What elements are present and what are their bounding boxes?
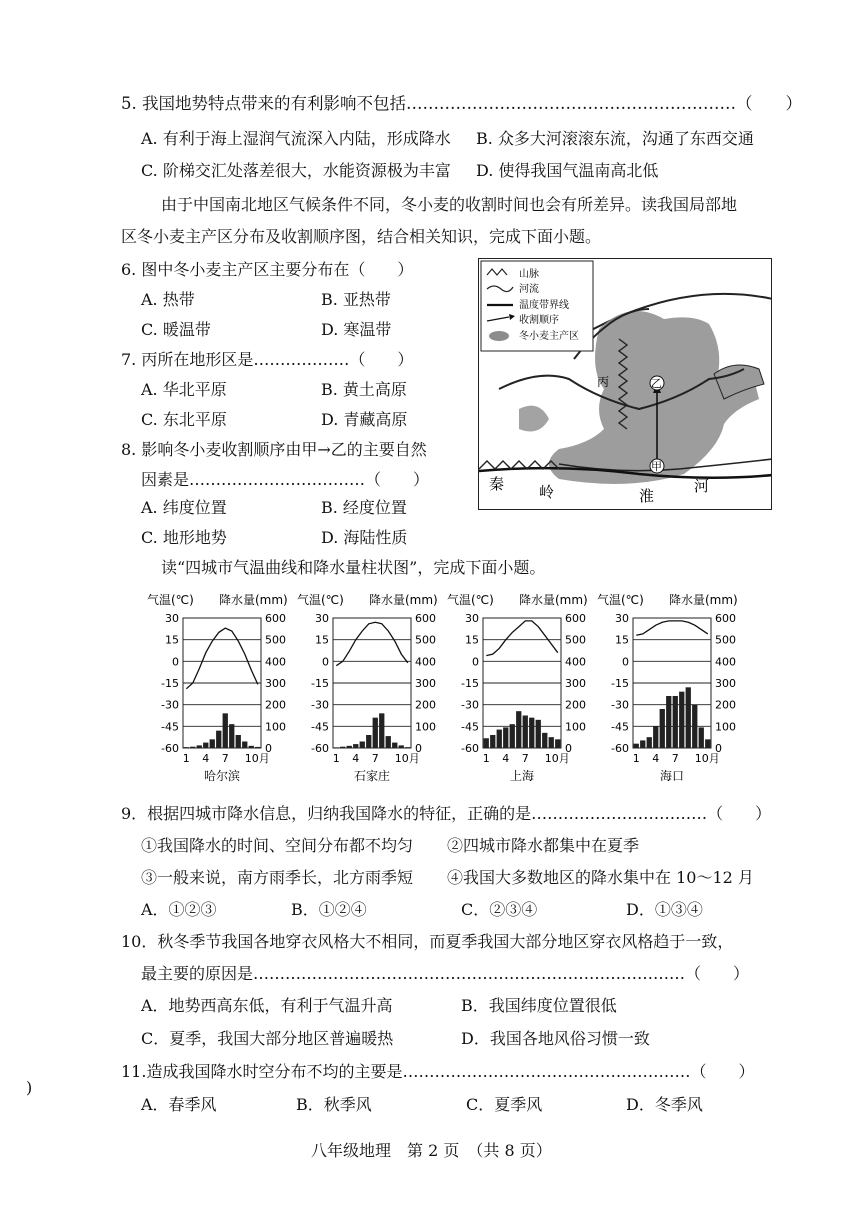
- precip-bar: [634, 744, 639, 748]
- legend-label-wheat: 冬小麦主产区: [519, 331, 579, 342]
- temp-tick-label: -60: [611, 742, 629, 755]
- precip-bar: [210, 739, 215, 748]
- temp-curve: [336, 622, 408, 665]
- q9-stem: 9．根据四城市降水信息，归纳我国降水的特征，正确的是……………………………（ ）: [121, 804, 772, 823]
- temp-tick-label: 30: [465, 612, 479, 625]
- precip-tick-label: 100: [265, 720, 286, 734]
- precip-bar: [360, 742, 365, 749]
- precip-bar: [666, 696, 671, 748]
- precip-bar: [197, 745, 202, 748]
- month-tick-label: 1: [482, 752, 490, 765]
- intro2-text: 读“四城市气温曲线和降水量柱状图”，完成下面小题。: [161, 558, 546, 577]
- q11-option-d: D．冬季风: [626, 1095, 703, 1114]
- q11-option-b: B．秋季风: [296, 1095, 372, 1114]
- precip-bar: [242, 742, 247, 749]
- precip-bar: [529, 718, 534, 748]
- month-tick-label: 4: [202, 752, 210, 765]
- precip-tick-label: 400: [565, 655, 586, 669]
- label-yi: 乙: [651, 377, 662, 390]
- precip-bar: [399, 745, 404, 748]
- precip-axis-title: 降水量(mm): [669, 593, 738, 607]
- precip-axis-title: 降水量(mm): [519, 593, 588, 607]
- label-qin: 秦: [489, 475, 505, 493]
- q9-statement-2: ②四城市降水都集中在夏季: [447, 836, 640, 855]
- temp-tick-label: -15: [161, 677, 179, 690]
- city-name-label: 上海: [509, 769, 535, 783]
- month-tick-label: 10月: [544, 752, 570, 765]
- precip-bar: [497, 730, 502, 748]
- precip-tick-label: 100: [715, 720, 736, 734]
- q9-statement-4: ④我国大多数地区的降水集中在 10～12 月: [447, 868, 754, 887]
- precip-bar: [660, 709, 665, 748]
- q9-option-d: D．①③④: [626, 900, 703, 919]
- precip-tick-label: 400: [415, 655, 436, 669]
- temp-axis-title: 气温(℃): [147, 593, 194, 607]
- temp-curve: [636, 621, 708, 635]
- precip-bar: [184, 747, 189, 748]
- temp-tick-label: 15: [615, 633, 629, 647]
- precip-tick-label: 600: [265, 612, 286, 625]
- temp-tick-label: 0: [472, 655, 479, 669]
- q8-option-d: D. 海陆性质: [321, 528, 408, 547]
- temp-tick-label: -30: [311, 698, 329, 712]
- precip-tick-label: 500: [415, 633, 436, 647]
- precip-bar: [366, 735, 371, 748]
- label-ling: 岭: [539, 483, 555, 501]
- precip-tick-label: 0: [265, 742, 272, 755]
- q10-option-c: C．夏季，我国大部分地区普遍暖热: [141, 1029, 394, 1048]
- precip-tick-label: 600: [415, 612, 436, 625]
- precip-bar: [353, 744, 358, 748]
- precip-axis-title: 降水量(mm): [369, 593, 438, 607]
- q11-option-c: C．夏季风: [466, 1095, 543, 1114]
- precip-bar: [555, 739, 560, 748]
- precip-tick-label: 0: [715, 742, 722, 755]
- precip-bar: [640, 740, 645, 748]
- precip-tick-label: 200: [565, 698, 586, 712]
- wheat-harvest-map: [478, 258, 772, 510]
- precip-tick-label: 200: [715, 698, 736, 712]
- precip-bar: [229, 724, 234, 748]
- q5-option-d: D. 使得我国气温南高北低: [476, 161, 659, 180]
- month-tick-label: 1: [632, 752, 640, 765]
- label-jia: 甲: [651, 460, 662, 473]
- intro-text-line1: 由于中国南北地区气候条件不同，冬小麦的收割时间也会有所差异。读我国局部地: [161, 195, 738, 214]
- precip-bar: [536, 720, 541, 748]
- precip-bar: [549, 737, 554, 748]
- month-tick-label: 10月: [694, 752, 720, 765]
- q9-statement-1: ①我国降水的时间、空间分布都不均匀: [141, 836, 414, 855]
- map-drawing: [479, 259, 772, 510]
- precip-bar: [379, 713, 384, 748]
- precip-bar: [373, 718, 378, 748]
- temp-tick-label: -45: [161, 720, 179, 734]
- q6-stem: 6. 图中冬小麦主产区主要分布在（ ）: [121, 260, 414, 279]
- q10-option-d: D．我国各地风俗习惯一致: [461, 1029, 650, 1048]
- precip-tick-label: 400: [715, 655, 736, 669]
- q10-option-a: A．地势西高东低，有利于气温升高: [141, 996, 393, 1015]
- precip-axis-title: 降水量(mm): [219, 593, 288, 607]
- temp-axis-title: 气温(℃): [447, 593, 494, 607]
- month-tick-label: 7: [671, 752, 679, 765]
- temp-curve: [186, 628, 257, 689]
- temp-tick-label: 30: [615, 612, 629, 625]
- q5-option-c: C. 阶梯交汇处落差很大，水能资源极为丰富: [141, 161, 451, 180]
- precip-tick-label: 500: [565, 633, 586, 647]
- precip-tick-label: 0: [415, 742, 422, 755]
- q8-stem-line2: 因素是……………………………（ ）: [141, 470, 430, 489]
- temp-axis-title: 气温(℃): [297, 593, 344, 607]
- legend-label-river: 河流: [519, 284, 539, 295]
- precip-tick-label: 600: [565, 612, 586, 625]
- temp-tick-label: -45: [311, 720, 329, 734]
- temp-tick-label: 0: [172, 655, 179, 669]
- precip-bar: [203, 743, 208, 748]
- q6-option-c: C. 暖温带: [141, 320, 211, 339]
- precip-bar: [334, 747, 339, 748]
- precip-bar: [490, 735, 495, 748]
- city-name-label: 哈尔滨: [203, 769, 241, 783]
- precip-bar: [223, 713, 228, 748]
- temp-tick-label: -60: [311, 742, 329, 755]
- precip-bar: [236, 735, 241, 748]
- precip-bar: [705, 739, 710, 748]
- precip-tick-label: 500: [715, 633, 736, 647]
- precip-bar: [190, 747, 195, 748]
- precip-bar: [340, 747, 345, 748]
- temp-tick-label: -30: [161, 698, 179, 712]
- precip-bar: [510, 724, 515, 748]
- q6-option-b: B. 亚热带: [321, 290, 391, 309]
- q10-stem-line1: 10．秋冬季节我国各地穿衣风格大不相同，而夏季我国大部分地区穿衣风格趋于一致，: [121, 932, 734, 951]
- wheat-area-west: [519, 406, 549, 432]
- precip-tick-label: 300: [415, 677, 436, 690]
- precip-bar: [516, 711, 521, 748]
- q10-stem-line2: 最主要的原因是………………………………………………………………………（ ）: [141, 964, 750, 983]
- q7-option-a: A. 华北平原: [141, 380, 227, 399]
- precip-bar: [392, 743, 397, 748]
- page-footer: 八年级地理 第 2 页 （共 8 页）: [311, 1141, 552, 1160]
- temp-axis-title: 气温(℃): [597, 593, 644, 607]
- precip-bar: [249, 746, 254, 748]
- label-bing: 丙: [597, 375, 610, 389]
- temp-tick-label: -15: [311, 677, 329, 690]
- precip-bar: [679, 692, 684, 748]
- precip-tick-label: 0: [565, 742, 572, 755]
- q6-option-d: D. 寒温带: [321, 320, 392, 339]
- precip-bar: [686, 687, 691, 748]
- q9-statement-3: ③一般来说，南方雨季长，北方雨季短: [141, 868, 414, 887]
- precip-tick-label: 300: [265, 677, 286, 690]
- q5-stem: 5. 我国地势特点带来的有利影响不包括……………………………………………………（ ）: [121, 94, 802, 113]
- temp-tick-label: 15: [165, 633, 179, 647]
- margin-mark: ): [26, 1078, 33, 1097]
- temp-tick-label: -30: [611, 698, 629, 712]
- q7-option-d: D. 青藏高原: [321, 410, 408, 429]
- temp-tick-label: 0: [622, 655, 629, 669]
- precip-bar: [647, 737, 652, 748]
- q7-option-b: B. 黄土高原: [321, 380, 407, 399]
- month-tick-label: 1: [332, 752, 340, 765]
- month-tick-label: 4: [352, 752, 360, 765]
- precip-bar: [484, 738, 489, 748]
- precip-bar: [653, 726, 658, 748]
- temp-tick-label: -15: [611, 677, 629, 690]
- temp-tick-label: 0: [322, 655, 329, 669]
- precip-bar: [542, 733, 547, 748]
- month-tick-label: 4: [502, 752, 510, 765]
- precip-tick-label: 100: [415, 720, 436, 734]
- month-tick-label: 1: [182, 752, 190, 765]
- city-name-label: 海口: [659, 769, 685, 783]
- climate-charts: [145, 588, 765, 788]
- month-tick-label: 7: [221, 752, 229, 765]
- temp-tick-label: -45: [611, 720, 629, 734]
- precip-bar: [523, 716, 528, 749]
- temp-tick-label: -60: [161, 742, 179, 755]
- intro-text-line2: 区冬小麦主产区分布及收割顺序图，结合相关知识，完成下面小题。: [121, 227, 602, 246]
- precip-bar: [405, 747, 410, 748]
- legend-label-harvest: 收割顺序: [519, 315, 559, 326]
- q9-option-c: C．②③④: [461, 900, 538, 919]
- precip-bar: [673, 696, 678, 748]
- q8-stem-line1: 8. 影响冬小麦收割顺序由甲→乙的主要自然: [121, 440, 427, 459]
- temp-tick-label: 15: [315, 633, 329, 647]
- city-name-label: 石家庄: [353, 769, 391, 783]
- q11-stem: 11.造成我国降水时空分布不均的主要是………………………………………………（ ）: [121, 1062, 755, 1081]
- legend-wheat-icon: [489, 331, 509, 341]
- precip-bar: [692, 705, 697, 748]
- temp-tick-label: -30: [461, 698, 479, 712]
- month-tick-label: 7: [371, 752, 379, 765]
- precip-tick-label: 500: [265, 633, 286, 647]
- precip-tick-label: 200: [265, 698, 286, 712]
- q5-option-a: A. 有利于海上湿润气流深入内陆，形成降水: [141, 129, 451, 148]
- precip-tick-label: 200: [415, 698, 436, 712]
- precip-bar: [347, 746, 352, 748]
- precip-bar: [699, 727, 704, 748]
- label-huai: 淮: [639, 487, 655, 505]
- precip-bar: [386, 736, 391, 748]
- temp-curve: [486, 621, 558, 656]
- q8-option-b: B. 经度位置: [321, 498, 407, 517]
- legend-label-mountain: 山脉: [519, 269, 539, 280]
- q5-option-b: B. 众多大河滚滚东流，沟通了东西交通: [476, 129, 754, 148]
- precip-tick-label: 100: [565, 720, 586, 734]
- temp-tick-label: 15: [465, 633, 479, 647]
- precip-bar: [255, 747, 260, 748]
- q8-option-c: C. 地形地势: [141, 528, 227, 547]
- month-tick-label: 10月: [244, 752, 270, 765]
- temp-tick-label: -45: [461, 720, 479, 734]
- temp-tick-label: 30: [315, 612, 329, 625]
- temp-tick-label: -60: [461, 742, 479, 755]
- legend-label-boundary: 温度带界线: [519, 300, 569, 311]
- month-tick-label: 4: [652, 752, 660, 765]
- precip-bar: [216, 731, 221, 748]
- month-tick-label: 7: [521, 752, 529, 765]
- q6-option-a: A. 热带: [141, 290, 195, 309]
- precip-tick-label: 400: [265, 655, 286, 669]
- precip-bar: [503, 727, 508, 748]
- q8-option-a: A. 纬度位置: [141, 498, 227, 517]
- q9-option-a: A．①②③: [141, 900, 217, 919]
- q10-option-b: B．我国纬度位置很低: [461, 996, 617, 1015]
- temp-tick-label: -15: [461, 677, 479, 690]
- temp-tick-label: 30: [165, 612, 179, 625]
- precip-tick-label: 300: [715, 677, 736, 690]
- q7-option-c: C. 东北平原: [141, 410, 227, 429]
- precip-tick-label: 600: [715, 612, 736, 625]
- q11-option-a: A．春季风: [141, 1095, 217, 1114]
- precip-tick-label: 300: [565, 677, 586, 690]
- label-he: 河: [694, 477, 710, 495]
- month-tick-label: 10月: [394, 752, 420, 765]
- q9-option-b: B．①②④: [291, 900, 367, 919]
- q7-stem: 7. 丙所在地形区是………………（ ）: [121, 350, 414, 369]
